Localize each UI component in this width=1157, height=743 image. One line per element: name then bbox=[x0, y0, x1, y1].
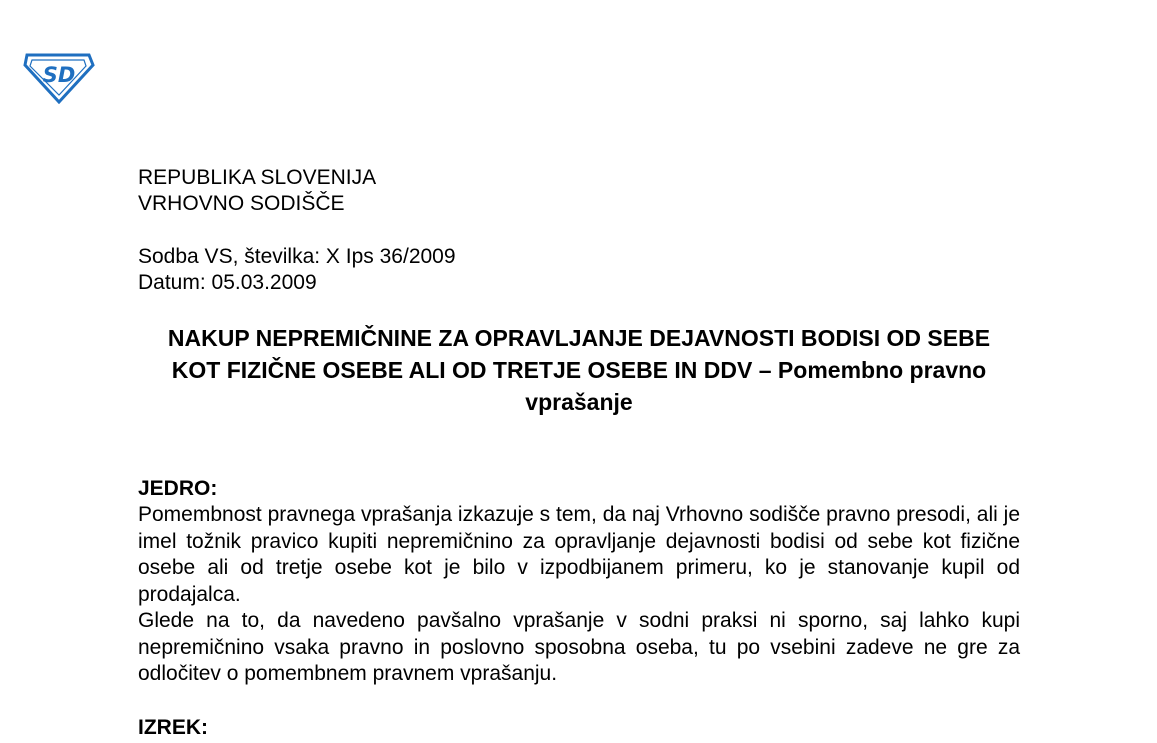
jedro-heading: JEDRO: bbox=[138, 477, 218, 500]
case-date: Datum: 05.03.2009 bbox=[138, 271, 317, 294]
document-title: NAKUP NEPREMIČNINE ZA OPRAVLJANJE DEJAVNOSTI BODISI OD SEBE KOT FIZIČNE OSEBE ALI OD TRETJE OSEBE IN DDV – Pomembno pravno vprašanje bbox=[167, 325, 991, 415]
document-page bbox=[138, 165, 1020, 741]
jedro-paragraph-1: Pomembnost pravnega vprašanja izkazuje s tem, da naj Vrhovno sodišče pravno presodi, ali je imel tožnik pravico kupiti nepremičnino za opravljanje dejavnosti bodisi od sebe kot fizične osebe ali od tretje osebe kot je bilo v izpodbijanem primeru, ko je stanovanje kupil od prodajalca. bbox=[138, 503, 1020, 606]
header-court: VRHOVNO SODIŠČE bbox=[138, 192, 345, 215]
sd-logo-letters: SD bbox=[42, 63, 76, 87]
jedro-paragraph-2: Glede na to, da navedeno pavšalno vprašanje v sodni praksi ni sporno, saj lahko kupi nepremičnino vsaka pravno in poslovno sposobna oseba, tu po vsebini zadeve ne gre za odločitev o pomembnem pravnem vprašanju. bbox=[138, 609, 1020, 685]
izrek-heading: IZREK: bbox=[138, 715, 208, 739]
case-number: Sodba VS, številka: X Ips 36/2009 bbox=[138, 245, 456, 268]
header-republic: REPUBLIKA SLOVENIJA bbox=[138, 166, 377, 189]
sd-logo-icon bbox=[22, 48, 96, 104]
